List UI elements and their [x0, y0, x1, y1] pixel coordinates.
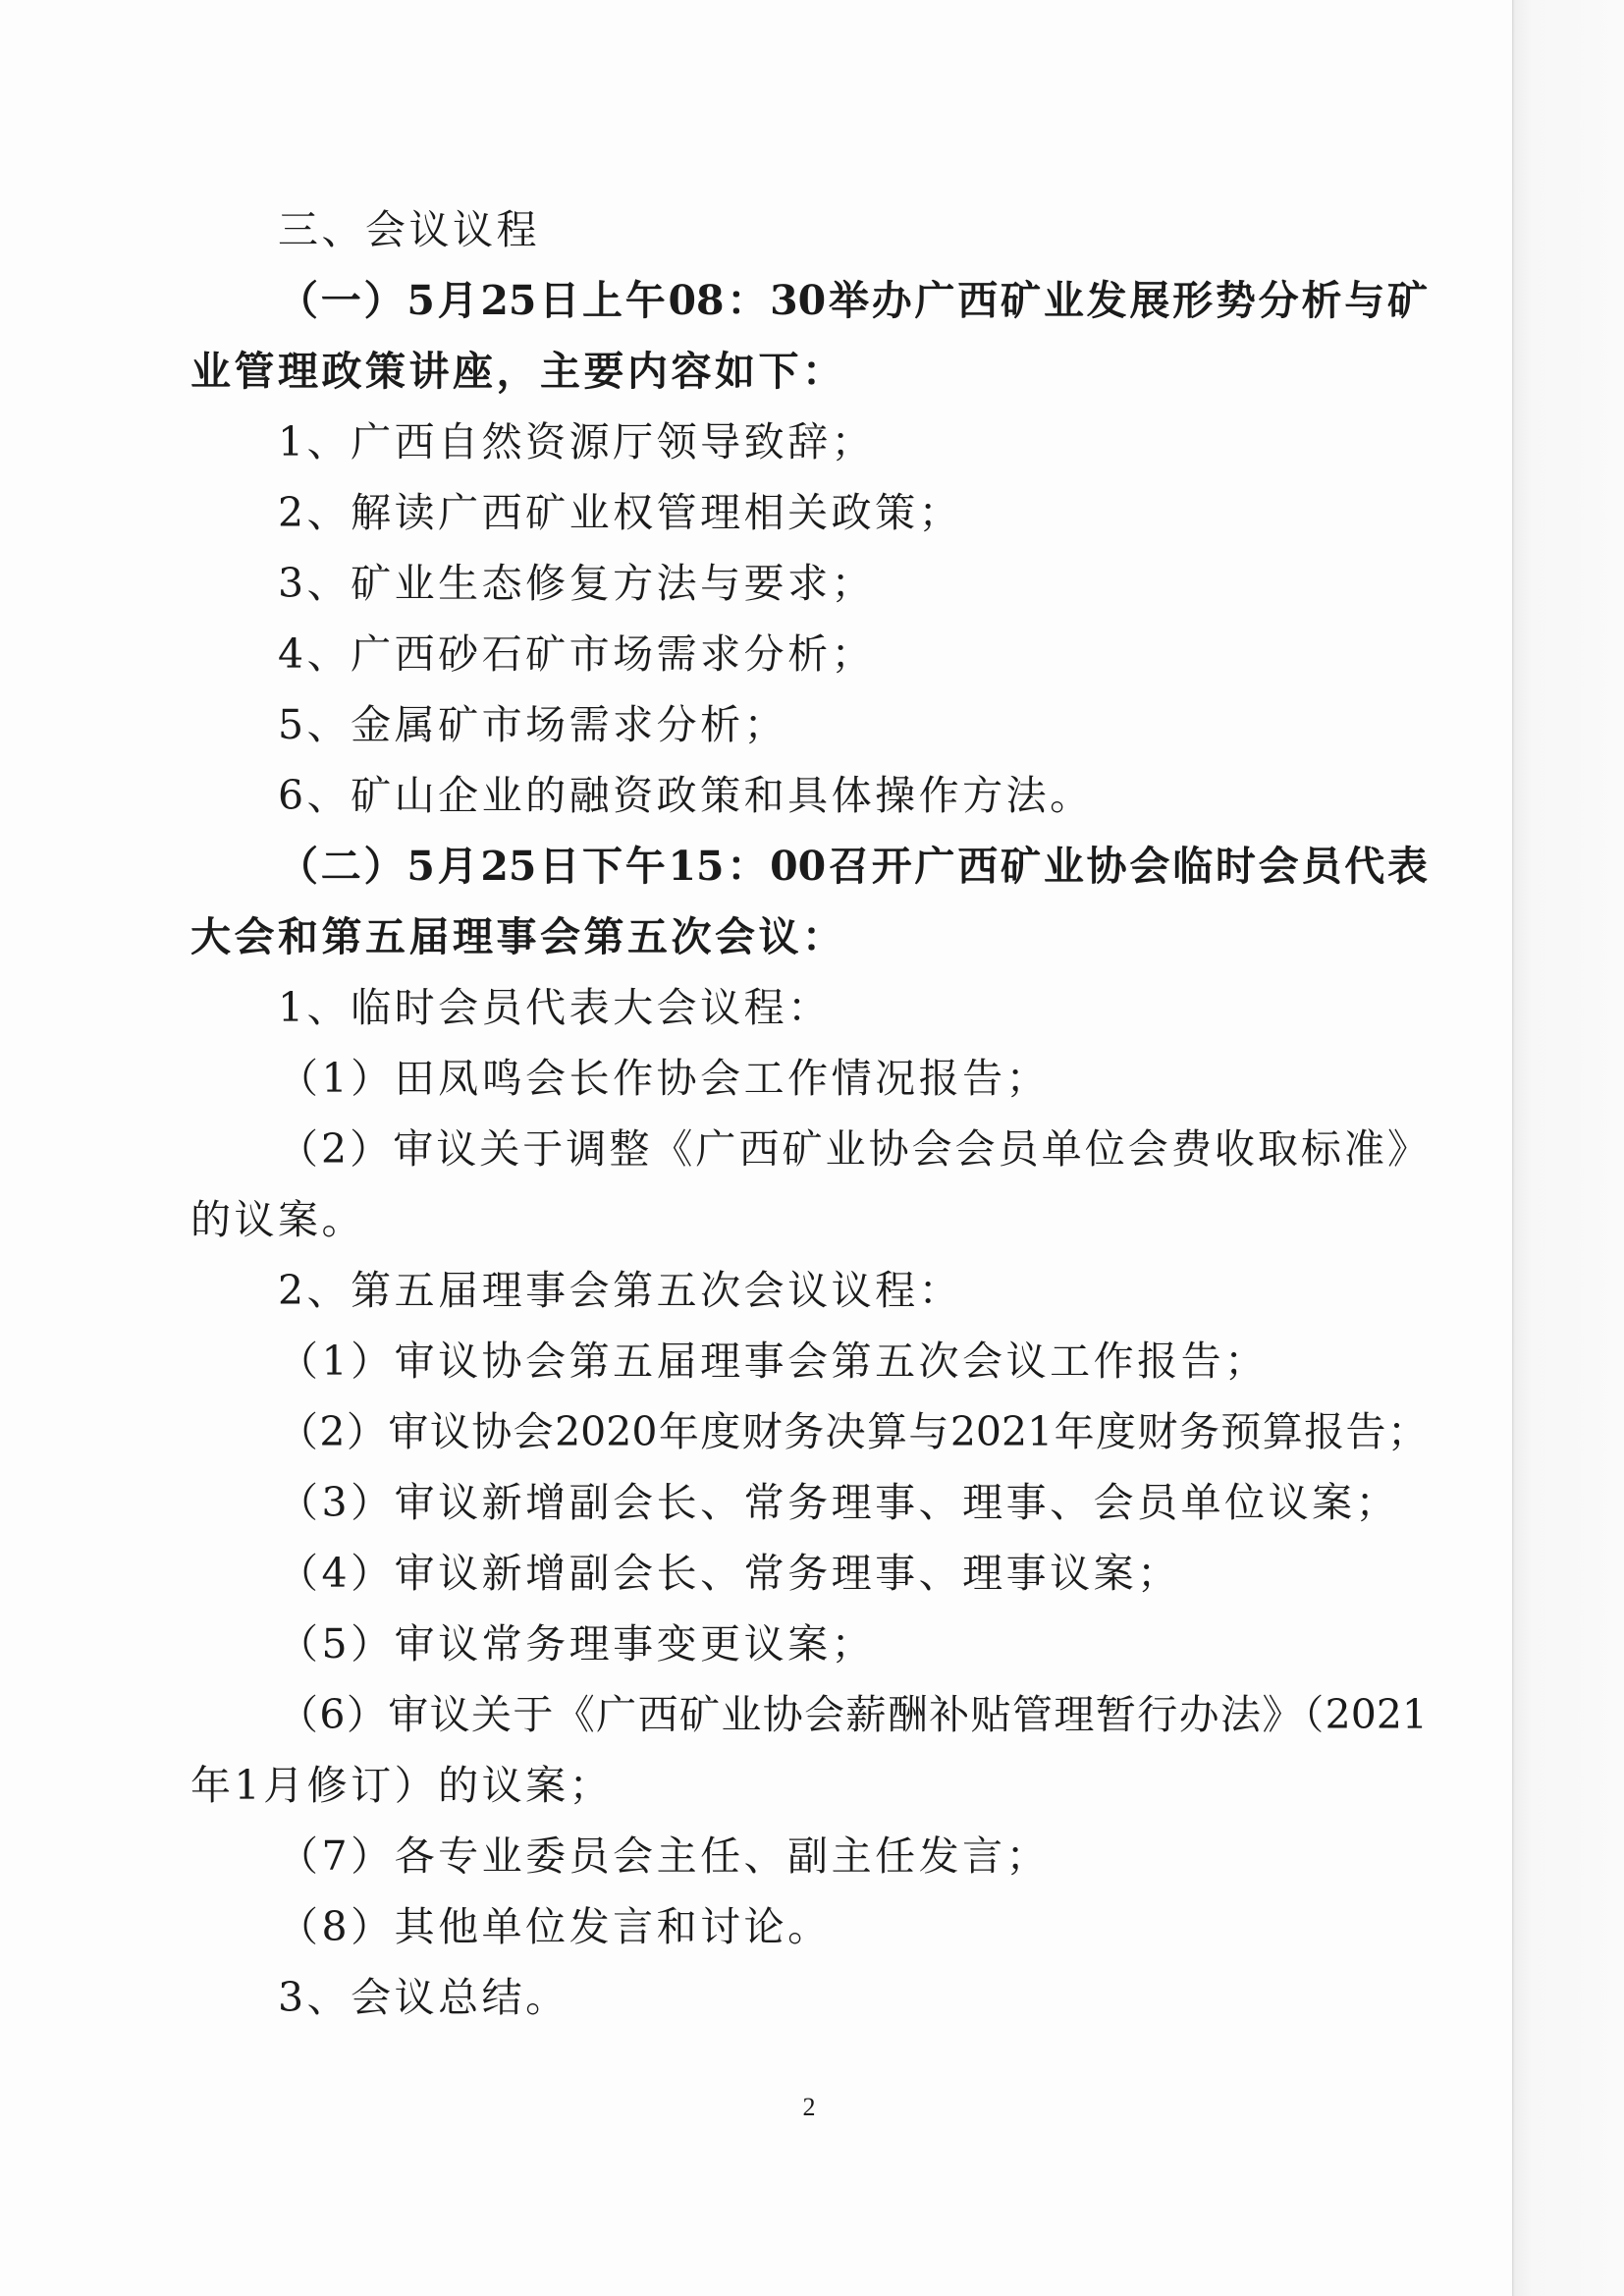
agenda-item-continued: 年1月修订）的议案； [190, 1762, 614, 1809]
document-body [190, 194, 1428, 2033]
page-edge-shadow [1512, 0, 1624, 2296]
agenda-item: （2）审议关于调整《广西矿业协会会员单位会费收取标准》 [278, 1125, 1428, 1173]
agenda-item-continued: 的议案。 [190, 1196, 365, 1243]
agenda-item: 6、矿山企业的融资政策和具体操作方法。 [278, 772, 1094, 819]
agenda-item: 2、解读广西矿业权管理相关政策； [278, 489, 963, 536]
agenda-subheading: 1、临时会员代表大会议程： [278, 984, 832, 1031]
agenda-item: 4、广西砂石矿市场需求分析； [278, 630, 876, 678]
agenda-item: （2）审议协会2020年度财务决算与2021年度财务预算报告； [278, 1408, 1428, 1455]
agenda-item: 3、矿业生态修复方法与要求； [278, 560, 876, 607]
agenda-item: 1、广西自然资源厅领导致辞； [278, 418, 876, 465]
agenda-item: （4）审议新增副会长、常务理事、理事议案； [278, 1550, 1181, 1597]
agenda-item: （3）审议新增副会长、常务理事、理事、会员单位议案； [278, 1479, 1400, 1526]
agenda-item: （6）审议关于《广西矿业协会薪酬补贴管理暂行办法》（2021 [278, 1691, 1428, 1738]
agenda-subheading: 2、第五届理事会第五次会议议程： [278, 1267, 963, 1314]
agenda-item: （1）审议协会第五届理事会第五次会议工作报告； [278, 1338, 1269, 1385]
session-two-title-continued: 大会和第五届理事会第五次会议： [190, 913, 846, 960]
agenda-subheading: 3、会议总结。 [278, 1974, 569, 2021]
session-two-title: （二）5月25日下午15：00召开广西矿业协会临时会员代表 [278, 843, 1428, 890]
agenda-item: 5、金属矿市场需求分析； [278, 701, 788, 748]
page-number: 2 [802, 2093, 816, 2121]
session-one-title: （一）5月25日上午08：30举办广西矿业发展形势分析与矿 [278, 277, 1428, 324]
agenda-item: （5）审议常务理事变更议案； [278, 1620, 876, 1667]
agenda-item: （8）其他单位发言和讨论。 [278, 1903, 832, 1950]
session-one-title-continued: 业管理政策讲座，主要内容如下： [190, 348, 846, 395]
agenda-item: （7）各专业委员会主任、副主任发言； [278, 1832, 1051, 1880]
agenda-item: （1）田凤鸣会长作协会工作情况报告； [278, 1055, 1051, 1102]
section-heading: 三、会议议程 [278, 206, 540, 253]
